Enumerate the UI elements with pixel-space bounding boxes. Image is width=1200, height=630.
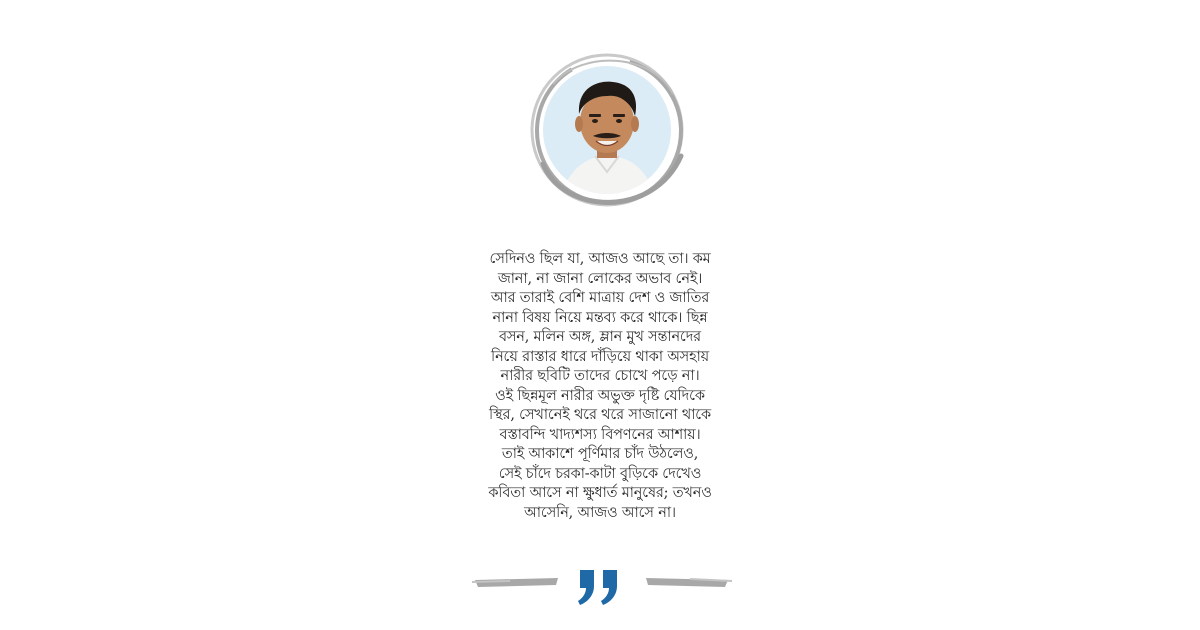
quote-line: আর তারাই বেশি মাত্রায় দেশ ও জাতির (490, 290, 710, 306)
quote-line: সেদিনও ছিল যা, আজও আছে তা। কম (489, 251, 711, 267)
quote-line: জানা, না জানা লোকের অভাব নেই। (497, 270, 703, 287)
quote-line: সেই চাঁদে চরকা-কাটা বুড়িকে দেখেও (498, 465, 702, 482)
quote-line: বস্তাবন্দি খাদ্যশস্য বিপণনের আশায়। (499, 426, 701, 443)
quote-line: ওই ছিন্নমূল নারীর অভুক্ত দৃষ্টি যেদিকে (495, 387, 705, 404)
closing-quote-icon (578, 570, 617, 605)
quote-ornament (470, 560, 735, 610)
quote-line: কবিতা আসে না ক্ষুধার্ত মানুষের; তখনও (488, 485, 712, 501)
quote-line: বসন, মলিন অঙ্গ, ম্লান মুখ সন্তানদের (499, 329, 701, 345)
quote-text (470, 250, 730, 523)
quote-line: আসেনি, আজও আসে না। (524, 504, 676, 521)
quote-line: স্থির, সেখানেই থরে থরে সাজানো থাকে (489, 407, 711, 423)
quote-line: তাই আকাশে পূর্ণিমার চাঁদ উঠলেও, (501, 446, 699, 462)
author-photo (523, 44, 691, 216)
quote-line: নানা বিষয় নিয়ে মন্তব্য করে থাকে। ছিন্ন (492, 309, 708, 326)
quote-line: নারীর ছবিটি তাদের চোখে পড়ে না। (500, 368, 700, 384)
quote-line: নিয়ে রাস্তার ধারে দাঁড়িয়ে থাকা অসহায় (490, 348, 710, 365)
left-brush-stroke (472, 578, 558, 587)
right-brush-stroke (646, 578, 732, 587)
author-photo-frame (523, 44, 691, 216)
